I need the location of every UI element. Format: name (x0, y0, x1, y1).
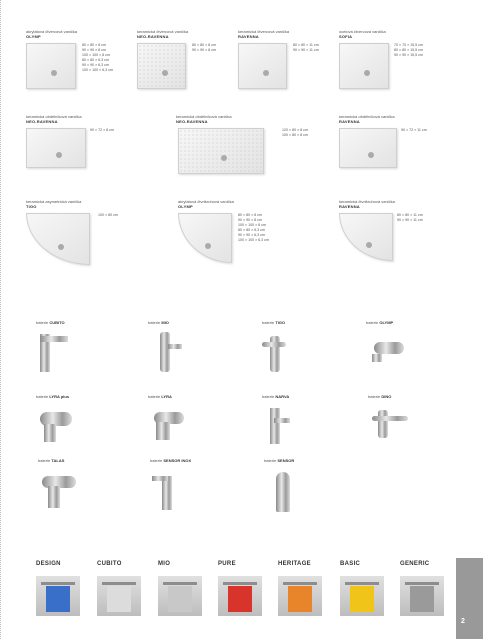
tray-image (178, 128, 264, 174)
towel-swatch (410, 586, 434, 612)
tap-body (374, 342, 404, 354)
tap-narva (262, 394, 289, 399)
tray-neo-ravenna-rect-90 (26, 114, 114, 132)
tray-olymp-square (26, 29, 113, 72)
tray-sizes: 80 × 80 × 11 cm 90 × 90 × 11 cm (293, 43, 319, 52)
tap-spout (262, 342, 286, 347)
towel-holder-heritage (278, 576, 322, 616)
page-number: 2 (461, 618, 465, 625)
tray-image (178, 213, 232, 263)
tap-caption: baterie CUBITO (36, 320, 65, 325)
tap-caption: baterie SENSOR (264, 458, 295, 463)
tap-olymp (366, 320, 393, 325)
line-label-generic: GENERIC (400, 561, 430, 567)
tray-sizes: 90 × 72 × 8 cm (90, 128, 114, 132)
tap-mio (148, 320, 169, 325)
tray-tigo-asymmetric (26, 199, 118, 217)
tray-caption: keramická čtvercová vanička RAVENNA (238, 29, 290, 39)
tap-spout (274, 418, 290, 423)
tray-image (339, 128, 397, 168)
tap-caption: baterie LYRA plus (36, 394, 70, 399)
tap-caption: baterie OLYMP (366, 320, 394, 325)
page-tab-sidebar (456, 558, 483, 639)
tray-caption: keramická čtvrtkruhová vanička RAVENNA (339, 199, 395, 209)
tray-sizes: 80 × 80 × 8 cm 90 × 90 × 8 cm 100 × 100 × 8 cm 80 × 80 × 6,3 cm 90 × 90 × 6,3 cm 100 × 100 × 6,3 cm (82, 43, 113, 72)
tray-sizes: 90 × 72 × 11 cm (401, 128, 427, 132)
tray-sizes: 70 × 70 × 15,5 cm 80 × 80 × 15,5 cm 90 × 90 × 15,5 cm (394, 43, 423, 57)
tray-neo-ravenna-square (137, 29, 216, 52)
towel-holder-cubito (97, 576, 141, 616)
line-label-mio: MIO (158, 561, 171, 567)
tray-neo-ravenna-rect-120 (176, 114, 308, 137)
tap-caption: baterie DINO (368, 394, 392, 399)
towel-swatch (228, 586, 252, 612)
towel-holder-generic (400, 576, 444, 616)
tap-talas (38, 458, 64, 463)
tray-image (339, 43, 389, 89)
towel-swatch (350, 586, 374, 612)
towel-holder-mio (158, 576, 202, 616)
tray-caption: akrylátová čtvrtkruhová vanička OLYMP (178, 199, 234, 209)
page-edge-dotted-line (0, 0, 1, 639)
towel-swatch (168, 586, 192, 612)
tap-caption: baterie TIGO (262, 320, 286, 325)
line-label-heritage: HERITAGE (278, 561, 311, 567)
tap-tigo (262, 320, 285, 325)
towel-holder-pure (218, 576, 262, 616)
tap-caption: baterie NARVA (262, 394, 290, 399)
tray-caption: akrylátová čtvercová vanička OLYMP (26, 29, 78, 39)
tray-caption: keramická obdélníková vanička RAVENNA (339, 114, 395, 124)
line-label-pure: PURE (218, 561, 236, 567)
towel-holder-design (36, 576, 80, 616)
tray-sizes: 80 × 80 × 8 cm 90 × 90 × 8 cm (192, 43, 216, 52)
tray-sofia-square (339, 29, 423, 57)
line-label-basic: BASIC (340, 561, 361, 567)
tray-sizes: 80 × 80 × 8 cm 90 × 90 × 8 cm 100 × 100 × 8 cm 80 × 80 × 6,3 cm 90 × 90 × 6,3 cm 100 × 100 × 6,3 cm (238, 213, 269, 242)
tray-image (339, 213, 393, 261)
towel-swatch (46, 586, 70, 612)
tray-ravenna-quarter (339, 199, 423, 222)
tray-caption: keramická asymetrická vanička TIGO (26, 199, 82, 209)
tray-caption: keramická čtvercová vanička NEO-RAVENNA (137, 29, 189, 39)
tray-caption: ocelová čtvercová vanička SOFIA (339, 29, 386, 39)
towel-swatch (107, 586, 131, 612)
tray-image (26, 128, 86, 168)
tap-body (378, 410, 388, 438)
tap-dino (368, 394, 391, 399)
tray-sizes: 100 × 80 cm (98, 213, 118, 217)
tray-image (26, 213, 90, 265)
tap-sensor-inox (150, 458, 191, 463)
line-label-cubito: CUBITO (97, 561, 122, 567)
tap-spout (40, 336, 68, 342)
tap-spout (372, 416, 408, 421)
tray-caption: keramická obdélníková vanička NEO-RAVENNA (176, 114, 232, 124)
tap-body (276, 472, 290, 512)
tray-sizes: 120 × 80 × 8 cm 100 × 80 × 8 cm (282, 128, 308, 137)
tray-olymp-quarter (178, 199, 269, 242)
tap-spout (152, 476, 168, 481)
tray-image (238, 43, 287, 89)
tap-body (160, 332, 170, 372)
tap-sensor (264, 458, 294, 463)
tap-lyra-plus (36, 394, 69, 399)
tray-caption: keramická obdélníková vanička NEO-RAVENNA (26, 114, 82, 124)
towel-holder-basic (340, 576, 384, 616)
tray-ravenna-rect (339, 114, 427, 132)
tap-body (162, 476, 172, 510)
tray-image (26, 43, 76, 89)
tray-ravenna-square (238, 29, 319, 52)
tap-spout (372, 354, 382, 362)
tap-spout (168, 344, 182, 349)
towel-swatch (288, 586, 312, 612)
tap-caption: baterie MIO (148, 320, 169, 325)
tray-image (137, 43, 186, 89)
tap-spout (44, 424, 56, 442)
tap-caption: baterie TALAS (38, 458, 65, 463)
tray-sizes: 80 × 80 × 11 cm 90 × 90 × 11 cm (397, 213, 423, 222)
tap-body (270, 408, 280, 444)
tap-caption: baterie SENSOR INOX (150, 458, 192, 463)
tap-caption: baterie LYRA (148, 394, 172, 399)
tap-lyra (148, 394, 172, 399)
tap-spout (48, 486, 60, 508)
tap-spout (156, 422, 170, 440)
line-label-design: DESIGN (36, 561, 61, 567)
tap-cubito (36, 320, 65, 325)
